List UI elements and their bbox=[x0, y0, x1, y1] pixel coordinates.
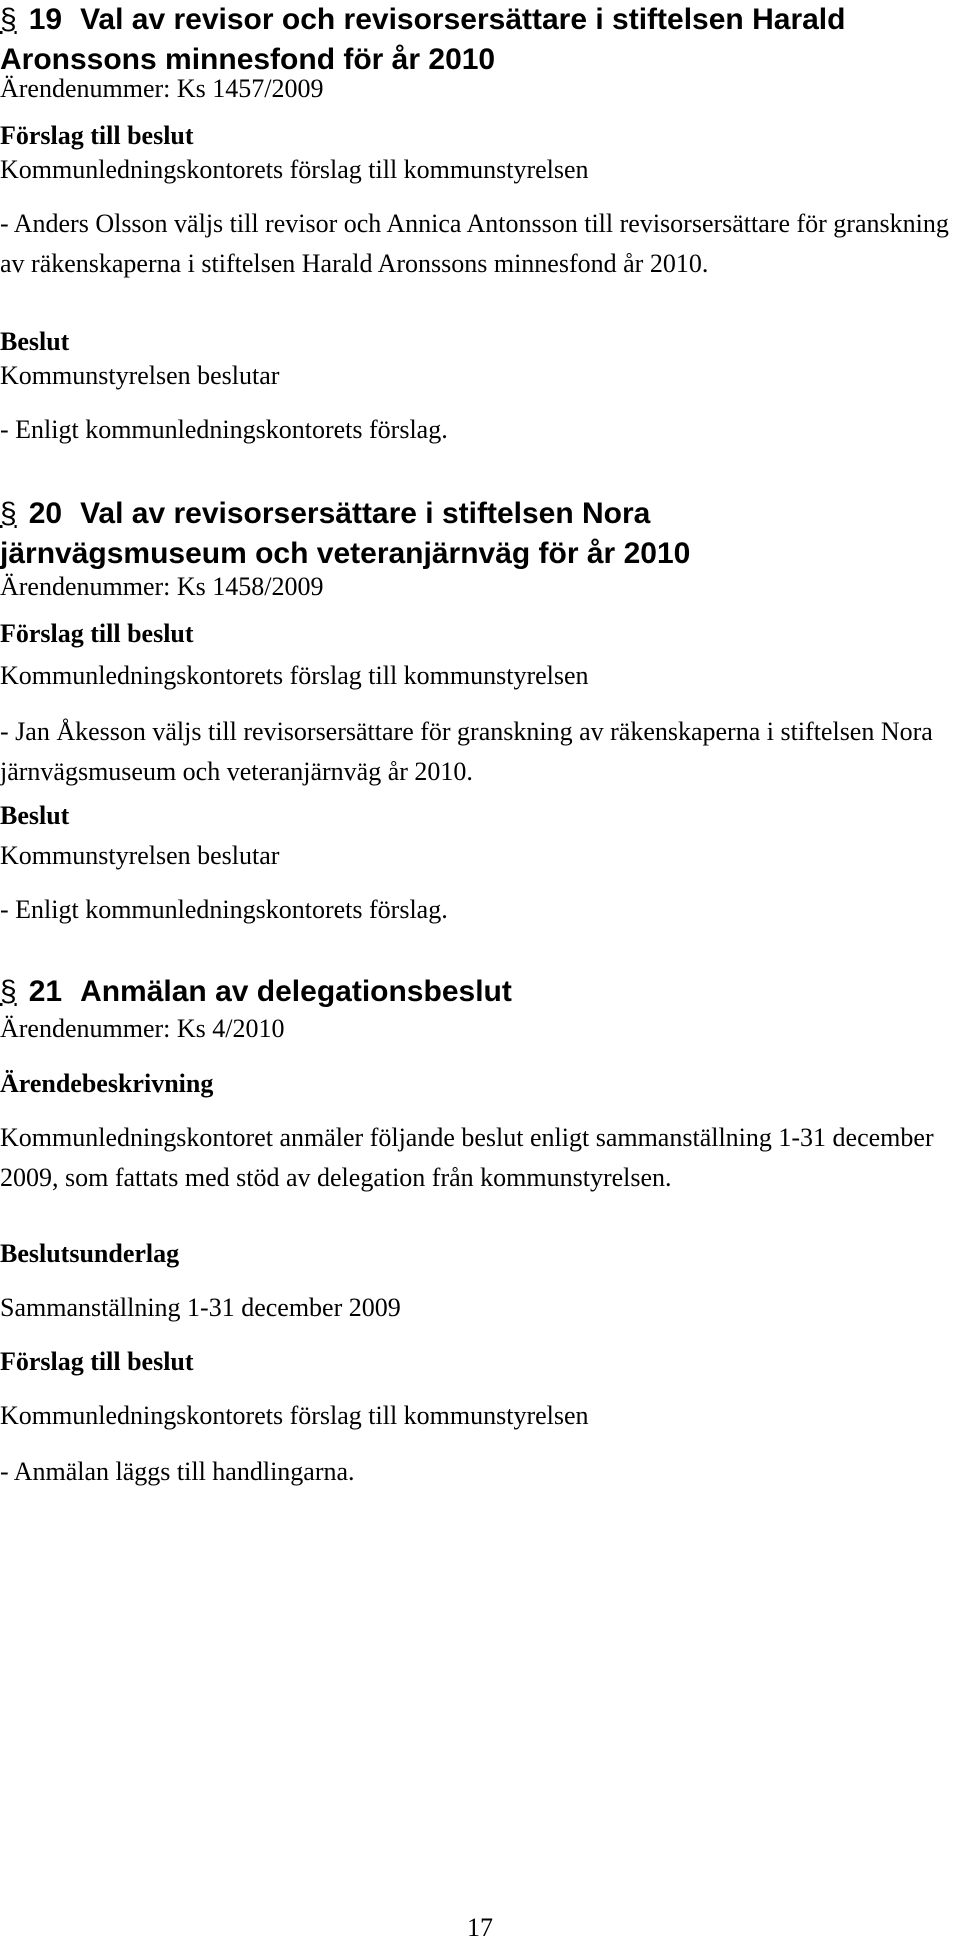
section-21-proposal-lead: Kommunledningskontorets förslag till kommunstyrelsen bbox=[0, 1401, 589, 1430]
section-19-proposal-text: - Anders Olsson väljs till revisor och Annica Antonsson till revisorsersättare för granskning av räkenskaperna i stiftelsen Harald Aronssons minnesfond år 2010. bbox=[0, 209, 949, 278]
section-19-proposal-heading: Förslag till beslut bbox=[0, 121, 194, 150]
section-title-line2: järnvägsmuseum och veteranjärnväg för år 2010 bbox=[0, 537, 691, 570]
section-title-line1: Val av revisor och revisorsersättare i stiftelsen Harald bbox=[80, 3, 846, 36]
section-sign: § bbox=[0, 497, 17, 530]
section-21-case-number: Ärendenummer: Ks 4/2010 bbox=[0, 1014, 285, 1043]
section-20-decision-lead: Kommunstyrelsen beslutar bbox=[0, 841, 280, 870]
section-title-line1: Val av revisorsersättare i stiftelsen Nora bbox=[80, 497, 651, 530]
section-21-heading bbox=[0, 972, 950, 1012]
section-sign: § bbox=[0, 975, 17, 1008]
section-number: 20 bbox=[28, 497, 63, 530]
section-title-line2: Aronssons minnesfond för år 2010 bbox=[0, 43, 496, 76]
section-19-decision-lead: Kommunstyrelsen beslutar bbox=[0, 361, 280, 390]
section-20-decision-text: - Enligt kommunledningskontorets förslag. bbox=[0, 895, 448, 924]
section-20-proposal-lead: Kommunledningskontorets förslag till kommunstyrelsen bbox=[0, 661, 589, 690]
section-20-case-number: Ärendenummer: Ks 1458/2009 bbox=[0, 572, 324, 601]
section-19-decision-heading: Beslut bbox=[0, 327, 70, 356]
section-20-proposal-text: - Jan Åkesson väljs till revisorsersättare för granskning av räkenskaperna i stiftelsen Nora järnvägsmuseum och veteranjärnväg år 2010. bbox=[0, 717, 933, 786]
section-19-decision-text: - Enligt kommunledningskontorets förslag. bbox=[0, 415, 448, 444]
section-sign: § bbox=[0, 3, 17, 36]
section-20-decision-heading: Beslut bbox=[0, 801, 70, 830]
section-20-heading bbox=[0, 494, 950, 574]
section-19-proposal-lead: Kommunledningskontorets förslag till kommunstyrelsen bbox=[0, 155, 589, 184]
section-21-proposal-heading: Förslag till beslut bbox=[0, 1347, 194, 1376]
section-21-basis-text: Sammanställning 1-31 december 2009 bbox=[0, 1293, 401, 1322]
section-21-description-heading: Ärendebeskrivning bbox=[0, 1069, 214, 1098]
page-number: 17 bbox=[467, 1913, 493, 1942]
section-21-description-text: Kommunledningskontoret anmäler följande beslut enligt sammanställning 1-31 december 2009, som fattats med stöd av delegation från kommunstyrelsen. bbox=[0, 1123, 934, 1192]
section-19-heading bbox=[0, 0, 950, 80]
section-21-proposal-text: - Anmälan läggs till handlingarna. bbox=[0, 1457, 355, 1486]
section-title-line1: Anmälan av delegationsbeslut bbox=[80, 975, 512, 1008]
section-number: 19 bbox=[28, 3, 63, 36]
section-20-proposal-heading: Förslag till beslut bbox=[0, 619, 194, 648]
section-19-case-number: Ärendenummer: Ks 1457/2009 bbox=[0, 74, 324, 103]
section-number: 21 bbox=[28, 975, 63, 1008]
section-21-basis-heading: Beslutsunderlag bbox=[0, 1239, 180, 1268]
